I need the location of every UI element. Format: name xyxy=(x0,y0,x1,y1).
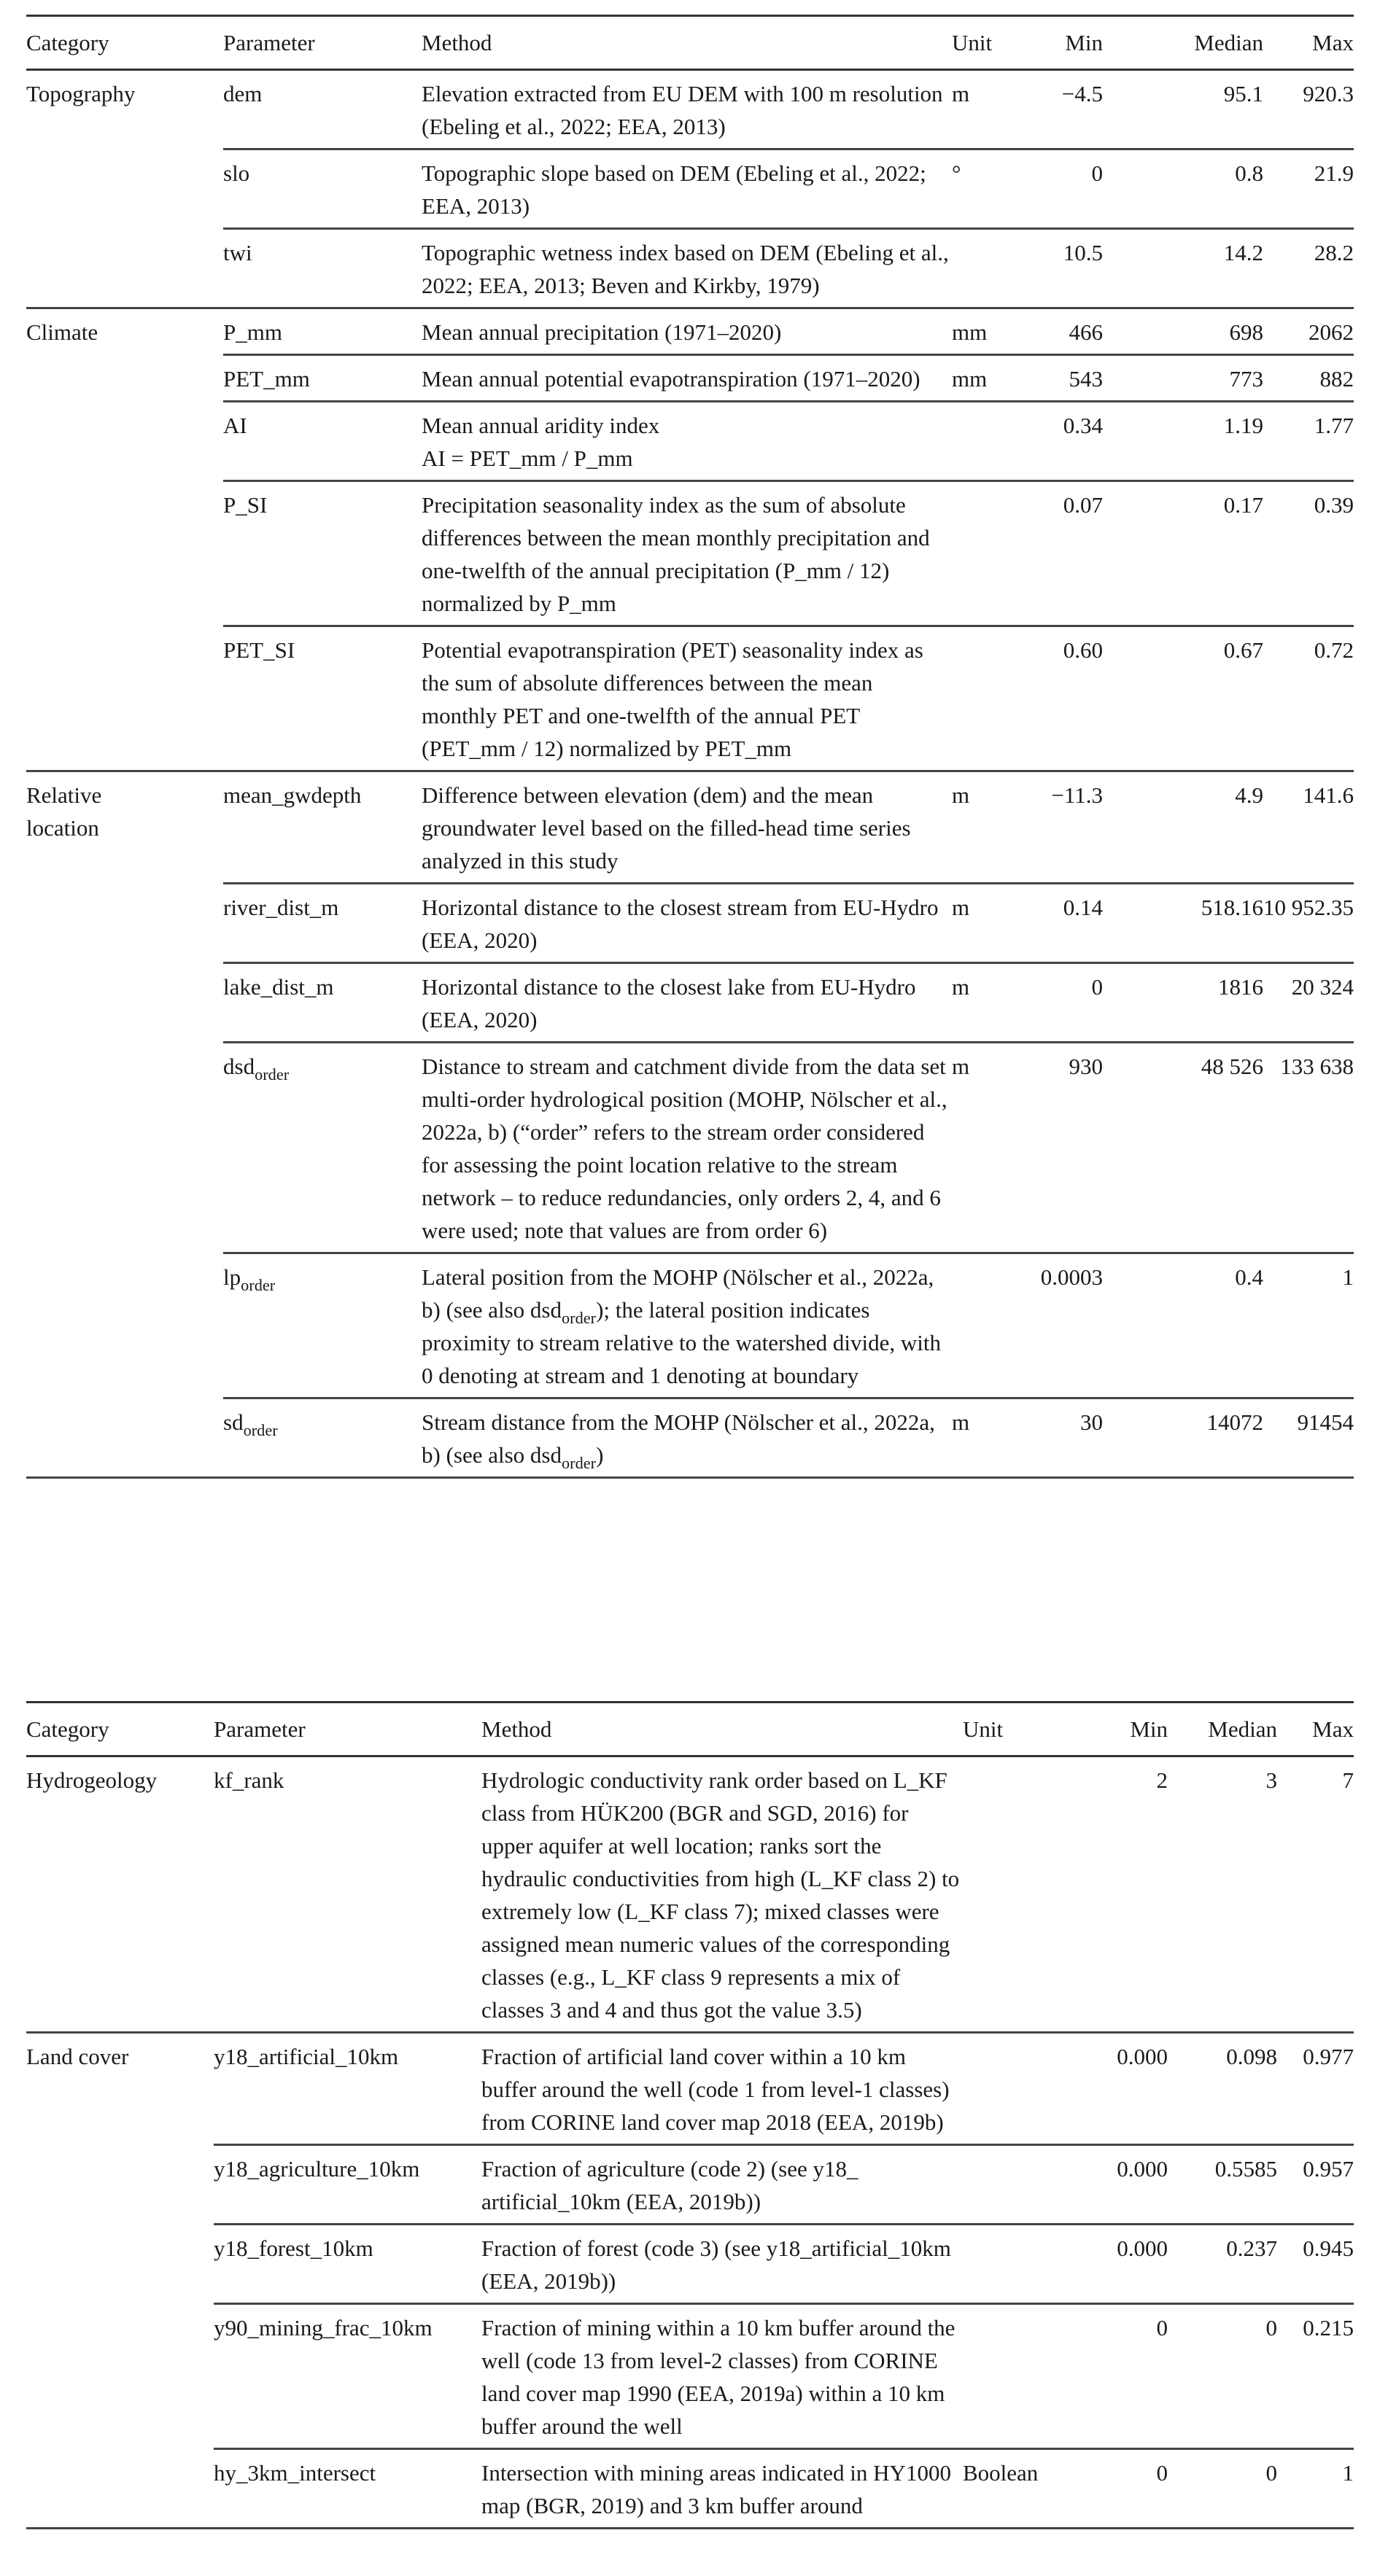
parameter-subscript: order xyxy=(243,1420,278,1439)
table-row xyxy=(26,1253,1354,1398)
parameter-cell: P_SI xyxy=(223,481,422,626)
parameter-cell: y18_forest_10km xyxy=(214,2225,481,2304)
table-row xyxy=(26,149,1354,229)
parameter-base: sd xyxy=(223,1409,244,1435)
table-header-row xyxy=(26,1703,1354,1756)
table-row xyxy=(26,771,1354,884)
category-cell xyxy=(26,2304,214,2449)
category-cell: Hydrogeology xyxy=(26,1767,158,1793)
median-cell: 0 xyxy=(1168,2449,1277,2529)
header-method: Method xyxy=(481,1716,552,1742)
median-cell: 1816 xyxy=(1103,963,1263,1043)
method-cell xyxy=(422,1253,952,1398)
parameter-cell: PET_SI xyxy=(223,626,422,771)
min-cell: 0.07 xyxy=(1032,481,1103,626)
max-cell: 882 xyxy=(1263,355,1354,402)
category-cell: Climate xyxy=(26,308,223,355)
min-cell: 10.5 xyxy=(1032,229,1103,308)
min-cell: 0.000 xyxy=(1065,2145,1168,2225)
min-cell: 543 xyxy=(1032,355,1103,402)
min-cell: 0.34 xyxy=(1032,402,1103,481)
max-cell: 28.2 xyxy=(1263,229,1354,308)
method-cell: Horizontal distance to the closest stream from EU-Hydro (EEA, 2020) xyxy=(422,884,952,963)
method-cell: Fraction of mining within a 10 km buffer around the well (code 13 from level-2 classes) from CORINE land cover map 1990 (EEA, 2019a) within a 10 km buffer around the well xyxy=(481,2304,963,2449)
header-min: Min xyxy=(1065,30,1103,55)
category-cell xyxy=(26,2225,214,2304)
unit-cell: m xyxy=(952,771,1032,884)
category-cell xyxy=(26,355,223,402)
parameter-cell: y18_artificial_10km xyxy=(214,2033,481,2145)
max-cell: 141.6 xyxy=(1263,771,1354,884)
parameter-subscript: order xyxy=(241,1275,276,1294)
parameter-cell: y90_mining_frac_10km xyxy=(214,2304,481,2449)
median-cell: 518.16 xyxy=(1103,884,1263,963)
unit-cell: m xyxy=(952,1398,1032,1478)
table-row xyxy=(26,308,1354,355)
header-unit: Unit xyxy=(963,1716,1004,1742)
table-row xyxy=(26,402,1354,481)
header-median: Median xyxy=(1208,1716,1277,1742)
category-cell xyxy=(26,1398,223,1478)
table-row xyxy=(26,2033,1354,2145)
category-cell xyxy=(26,229,223,308)
unit-cell: m xyxy=(952,963,1032,1043)
header-parameter: Parameter xyxy=(214,1716,306,1742)
table-row xyxy=(26,229,1354,308)
median-cell: 0.098 xyxy=(1168,2033,1277,2145)
unit-cell: ° xyxy=(952,149,1032,229)
category-cell: Land cover xyxy=(26,2033,214,2145)
parameter-cell: y18_agriculture_10km xyxy=(214,2145,481,2225)
table-header-row xyxy=(26,16,1354,70)
parameter-cell: AI xyxy=(223,402,422,481)
category-cell xyxy=(26,884,223,963)
method-line: Mean annual aridity index xyxy=(422,413,660,438)
median-cell: 3 xyxy=(1265,1767,1277,1793)
unit-cell: m xyxy=(952,1043,1032,1253)
unit-cell xyxy=(952,229,1032,308)
table-row xyxy=(26,626,1354,771)
method-text: Lateral position from the MOHP (Nölscher et al., 2022a, b) (see also dsd xyxy=(422,1264,934,1323)
table-row xyxy=(26,1756,1354,2033)
method-cell: Potential evapotranspiration (PET) seasonality index as the sum of absolute differences between the mean monthly PET and one-twelfth of the annual PET (PET_mm / 12) normalized by PET_mm xyxy=(422,626,952,771)
max-cell: 0.39 xyxy=(1263,481,1354,626)
parameter-cell: twi xyxy=(223,229,422,308)
unit-cell: mm xyxy=(952,355,1032,402)
max-cell: 1 xyxy=(1277,2449,1354,2529)
min-cell: 0.000 xyxy=(1065,2033,1168,2145)
method-cell: Distance to stream and catchment divide from the data set multi-order hydrological position (MOHP, Nölscher et al., 2022a, b) (“order” refers to the stream order considered for assessing the point location relative to the stream network – to reduce redundancies, only orders 2, 4, and 6 were used; note that values are from order 6) xyxy=(422,1043,952,1253)
unit-cell: mm xyxy=(952,308,1032,355)
min-cell: 0.000 xyxy=(1065,2225,1168,2304)
min-cell: 0.60 xyxy=(1032,626,1103,771)
median-cell: 698 xyxy=(1103,308,1263,355)
median-cell: 48 526 xyxy=(1103,1043,1263,1253)
table-row xyxy=(26,1043,1354,1253)
parameter-cell: river_dist_m xyxy=(223,884,422,963)
parameter-subscript: order xyxy=(255,1065,290,1083)
parameter-table-part-2 xyxy=(26,1701,1354,2529)
median-cell: 14072 xyxy=(1103,1398,1263,1478)
min-cell: 0 xyxy=(1032,149,1103,229)
method-cell: Hydrologic conductivity rank order based on L_KF class from HÜK200 (BGR and SGD, 2016) for upper aquifer at well location; ranks sort the hydraulic conductivities from high (L_KF class 2) to extremely low (L_KF class 7); mixed classes were assigned mean numeric values of the corresponding classes (e.g., L_KF class 9 represents a mix of classes 3 and 4 and thus got the value 3.5) xyxy=(481,1767,960,2023)
category-cell xyxy=(26,2449,214,2529)
parameter-cell xyxy=(223,1253,422,1398)
min-cell: 0.14 xyxy=(1032,884,1103,963)
method-cell xyxy=(422,1398,952,1478)
unit-cell xyxy=(952,402,1032,481)
header-method: Method xyxy=(422,30,492,55)
unit-cell xyxy=(963,1756,1065,2033)
median-cell: 0.17 xyxy=(1103,481,1263,626)
table-row xyxy=(26,70,1354,149)
parameter-cell: PET_mm xyxy=(223,355,422,402)
parameter-cell xyxy=(223,1043,422,1253)
method-cell xyxy=(422,402,952,481)
median-cell: 0.237 xyxy=(1168,2225,1277,2304)
unit-cell: Boolean xyxy=(963,2449,1065,2529)
header-max: Max xyxy=(1312,30,1354,55)
parameter-base: lp xyxy=(223,1264,241,1290)
min-cell: 0 xyxy=(1032,963,1103,1043)
header-median: Median xyxy=(1194,30,1263,55)
parameter-cell: slo xyxy=(223,149,422,229)
category-cell xyxy=(26,963,223,1043)
max-cell: 0.977 xyxy=(1277,2033,1354,2145)
max-cell: 21.9 xyxy=(1263,149,1354,229)
min-cell: 930 xyxy=(1032,1043,1103,1253)
method-cell: Fraction of artificial land cover within a 10 km buffer around the well (code 1 from level-1 classes) from CORINE land cover map 2018 (EEA, 2019b) xyxy=(481,2033,963,2145)
table-row xyxy=(26,2225,1354,2304)
unit-cell xyxy=(963,2033,1065,2145)
min-cell: 0.0003 xyxy=(1032,1253,1103,1398)
method-text: Stream distance from the MOHP (Nölscher et al., 2022a, b) (see also dsd xyxy=(422,1409,935,1468)
unit-cell xyxy=(963,2304,1065,2449)
max-cell: 0.945 xyxy=(1277,2225,1354,2304)
header-min: Min xyxy=(1130,1716,1168,1742)
category-cell xyxy=(26,402,223,481)
max-cell: 0.72 xyxy=(1263,626,1354,771)
max-cell: 2062 xyxy=(1263,308,1354,355)
unit-cell: m xyxy=(952,884,1032,963)
method-cell: Fraction of forest (code 3) (see y18_artificial_10km (EEA, 2019b)) xyxy=(481,2225,963,2304)
header-category: Category xyxy=(26,30,109,55)
method-cell: Difference between elevation (dem) and the mean groundwater level based on the filled-head time series analyzed in this study xyxy=(422,771,952,884)
median-cell: 773 xyxy=(1103,355,1263,402)
header-parameter: Parameter xyxy=(223,30,315,55)
header-category: Category xyxy=(26,1716,109,1742)
min-cell: 30 xyxy=(1032,1398,1103,1478)
category-cell xyxy=(26,626,223,771)
min-cell: 2 xyxy=(1156,1767,1168,1793)
max-cell: 920.3 xyxy=(1303,81,1354,106)
min-cell: −11.3 xyxy=(1032,771,1103,884)
aridity-formula: AI = PET_mm / P_mm xyxy=(422,445,633,471)
method-cell: Topographic slope based on DEM (Ebeling et al., 2022; EEA, 2013) xyxy=(422,149,952,229)
header-max: Max xyxy=(1312,1716,1354,1742)
method-cell: Fraction of agriculture (code 2) (see y18_ artificial_10km (EEA, 2019b)) xyxy=(481,2145,963,2225)
method-cell: Precipitation seasonality index as the sum of absolute differences between the mean monthly precipitation and one-twelfth of the annual precipitation (P_mm / 12) normalized by P_mm xyxy=(422,481,952,626)
parameter-cell: mean_gwdepth xyxy=(223,771,422,884)
median-cell: 0.5585 xyxy=(1168,2145,1277,2225)
max-cell: 10 952.35 xyxy=(1263,884,1354,963)
unit-cell: m xyxy=(952,81,970,106)
unit-cell xyxy=(952,1253,1032,1398)
parameter-table-part-1 xyxy=(26,15,1354,1479)
table-row xyxy=(26,481,1354,626)
max-cell: 1 xyxy=(1263,1253,1354,1398)
parameter-cell: dem xyxy=(223,81,263,106)
parameter-cell: P_mm xyxy=(223,308,422,355)
category-cell xyxy=(26,1043,223,1253)
table-row xyxy=(26,963,1354,1043)
method-text: ) xyxy=(596,1442,604,1468)
category-cell: Topography xyxy=(26,81,136,106)
median-cell: 0 xyxy=(1168,2304,1277,2449)
parameter-cell: hy_3km_intersect xyxy=(214,2449,481,2529)
method-cell: Horizontal distance to the closest lake from EU-Hydro (EEA, 2020) xyxy=(422,963,952,1043)
method-cell: Elevation extracted from EU DEM with 100 m resolution (Ebeling et al., 2022; EEA, 2013) xyxy=(422,81,943,139)
method-cell: Topographic wetness index based on DEM (Ebeling et al., 2022; EEA, 2013; Beven and Kirkby, 1979) xyxy=(422,229,952,308)
method-cell: Mean annual precipitation (1971–2020) xyxy=(422,308,952,355)
median-cell: 4.9 xyxy=(1103,771,1263,884)
median-cell: 95.1 xyxy=(1223,81,1263,106)
method-cell: Mean annual potential evapotranspiration (1971–2020) xyxy=(422,355,952,402)
min-cell: −4.5 xyxy=(1061,81,1103,106)
table-row xyxy=(26,884,1354,963)
category-cell xyxy=(26,481,223,626)
method-subscript: order xyxy=(561,1453,597,1472)
min-cell: 466 xyxy=(1032,308,1103,355)
unit-cell xyxy=(963,2145,1065,2225)
table-row xyxy=(26,355,1354,402)
category-cell xyxy=(26,149,223,229)
parameter-cell: kf_rank xyxy=(214,1767,284,1793)
median-cell: 0.67 xyxy=(1103,626,1263,771)
unit-cell xyxy=(952,481,1032,626)
method-text: ); the lateral position indicates proximity to stream relative to the watershed divide, with 0 denoting at stream and 1 denoting at boundary xyxy=(422,1297,941,1388)
unit-cell xyxy=(963,2225,1065,2304)
parameter-cell: lake_dist_m xyxy=(223,963,422,1043)
header-unit: Unit xyxy=(952,30,993,55)
table-row xyxy=(26,2449,1354,2529)
max-cell: 1.77 xyxy=(1263,402,1354,481)
median-cell: 0.8 xyxy=(1103,149,1263,229)
max-cell: 20 324 xyxy=(1263,963,1354,1043)
category-cell xyxy=(26,1253,223,1398)
max-cell: 0.957 xyxy=(1277,2145,1354,2225)
table-row xyxy=(26,2304,1354,2449)
method-cell: Intersection with mining areas indicated in HY1000 map (BGR, 2019) and 3 km buffer around xyxy=(481,2449,963,2529)
max-cell: 133 638 xyxy=(1263,1043,1354,1253)
table-row xyxy=(26,2145,1354,2225)
max-cell: 7 xyxy=(1342,1767,1354,1793)
min-cell: 0 xyxy=(1065,2449,1168,2529)
parameter-base: dsd xyxy=(223,1054,255,1079)
median-cell: 0.4 xyxy=(1103,1253,1263,1398)
category-cell: Relative location xyxy=(26,771,223,884)
table-row xyxy=(26,1398,1354,1478)
category-cell xyxy=(26,2145,214,2225)
median-cell: 1.19 xyxy=(1103,402,1263,481)
median-cell: 14.2 xyxy=(1103,229,1263,308)
parameter-cell xyxy=(223,1398,422,1478)
min-cell: 0 xyxy=(1065,2304,1168,2449)
max-cell: 0.215 xyxy=(1277,2304,1354,2449)
unit-cell xyxy=(952,626,1032,771)
max-cell: 91454 xyxy=(1263,1398,1354,1478)
method-subscript: order xyxy=(561,1308,597,1327)
